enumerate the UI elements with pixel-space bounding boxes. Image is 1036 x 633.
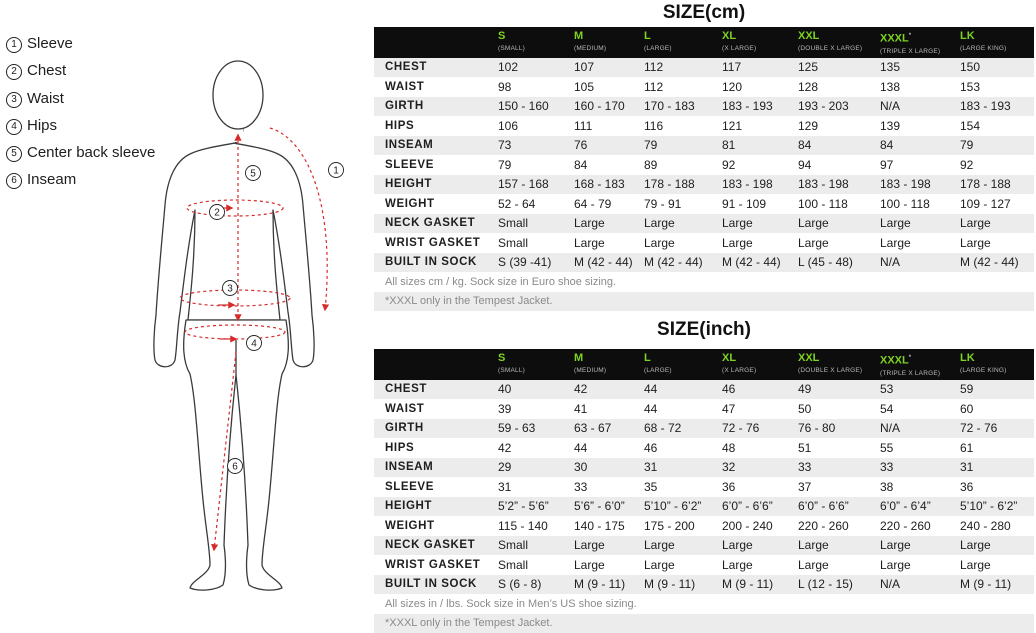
table-cell: 97: [880, 157, 894, 172]
inch-table-title: SIZE(inch): [657, 319, 751, 340]
table-cell: Large: [880, 214, 960, 234]
row-label: WEIGHT: [385, 519, 435, 532]
size-name: (SMALL): [498, 367, 526, 374]
legend-label: Waist: [27, 89, 64, 107]
size-name: (DOUBLE X LARGE): [798, 45, 863, 52]
table-cell: 50: [798, 401, 812, 416]
row-label: WAIST: [385, 80, 425, 93]
table-cell: 48: [722, 440, 736, 455]
table-cell: 44: [644, 380, 722, 400]
size-name: (MEDIUM): [574, 367, 607, 374]
table-cell: 168 - 183: [574, 175, 644, 195]
legend-item: [6, 34, 155, 61]
table-cell: Small: [498, 214, 574, 234]
row-label: BUILT IN SOCK: [374, 575, 498, 595]
table-cell: S (39 -41): [498, 253, 574, 273]
table-cell: 49: [798, 380, 880, 400]
size-name: (SMALL): [498, 45, 526, 52]
size-header-s: [498, 349, 574, 380]
table-cell: 157 - 168: [498, 175, 574, 195]
table-cell: Large: [644, 536, 722, 556]
marker-sleeve: 1: [333, 165, 339, 177]
table-row: [374, 116, 1034, 136]
table-cell: Large: [644, 214, 722, 234]
table-cell: 29: [498, 458, 574, 478]
table-cell: 183 - 198: [880, 175, 960, 195]
table-cell: 117: [722, 58, 798, 78]
table-row: [374, 97, 1034, 117]
table-cell: Large: [644, 235, 675, 250]
table-note: *XXXL only in the Tempest Jacket.: [374, 292, 1034, 312]
table-cell: 42: [574, 380, 644, 400]
table-cell: Large: [574, 536, 644, 556]
row-label: WRIST GASKET: [385, 236, 481, 249]
marker-center-back-sleeve: 5: [250, 168, 256, 180]
legend-label: Sleeve: [27, 35, 73, 52]
size-footnote-mark: *: [908, 33, 912, 39]
size-code: S: [498, 30, 506, 42]
table-cell: N/A: [880, 253, 960, 273]
table-cell: 89: [644, 157, 658, 172]
row-label: HIPS: [385, 119, 415, 132]
table-cell: 35: [644, 479, 658, 494]
table-cell: 64 - 79: [574, 196, 612, 211]
table-cell: 111: [574, 118, 593, 133]
table-cell: 84: [880, 136, 960, 156]
size-name: (TRIPLE X LARGE): [880, 47, 941, 55]
row-label: SLEEVE: [385, 158, 434, 171]
table-cell: 116: [644, 118, 664, 133]
size-name: (DOUBLE X LARGE): [798, 367, 863, 374]
size-code: L: [644, 30, 651, 42]
table-cell: Large: [880, 235, 911, 250]
table-row: [374, 399, 1034, 419]
size-footnote-mark: *: [908, 355, 912, 361]
table-cell: 46: [644, 440, 658, 455]
table-row: [374, 438, 1034, 458]
table-cell: 183 - 198: [722, 175, 798, 195]
table-cell: N/A: [880, 575, 960, 595]
row-label: WRIST GASKET: [385, 558, 481, 571]
table-cell: 170 - 183: [644, 97, 722, 117]
size-code: M: [574, 352, 584, 364]
table-cell: 72 - 76: [722, 419, 798, 439]
table-cell: 79: [644, 136, 722, 156]
table-row: [374, 155, 1034, 175]
size-header-xxl: [798, 27, 880, 58]
table-cell: 175 - 200: [644, 518, 695, 533]
table-cell: 31: [498, 479, 512, 494]
measurement-legend: [6, 34, 155, 198]
legend-item: [6, 170, 155, 197]
row-label: GIRTH: [374, 419, 498, 439]
table-note: All sizes in / lbs. Sock size in Men’s US shoe sizing.: [385, 597, 637, 610]
note-row: [374, 594, 1034, 614]
table-cell: 79: [960, 136, 1034, 156]
marker-hips: 4: [251, 338, 257, 350]
table-cell: 6’0” - 6’4”: [880, 497, 960, 517]
table-cell: 59: [960, 380, 1034, 400]
table-cell: M (9 - 11): [574, 575, 644, 595]
size-header-xxl: [798, 349, 880, 380]
table-cell: Large: [880, 557, 911, 572]
table-cell: 102: [498, 58, 574, 78]
row-label: HEIGHT: [374, 497, 498, 517]
table-cell: 106: [498, 118, 519, 133]
table-cell: Large: [798, 214, 880, 234]
size-table-cm: [374, 27, 1034, 311]
table-cell: 37: [798, 479, 812, 494]
legend-item: [6, 143, 155, 170]
table-cell: M (9 - 11): [960, 575, 1034, 595]
table-cell: 46: [722, 380, 798, 400]
size-name: (TRIPLE X LARGE): [880, 369, 941, 377]
table-cell: L (12 - 15): [798, 575, 880, 595]
table-cell: 183 - 193: [960, 97, 1034, 117]
table-cell: Large: [722, 557, 753, 572]
legend-label: Hips: [27, 116, 58, 134]
table-row: [374, 555, 1034, 575]
table-cell: 79 - 91: [644, 196, 682, 211]
size-header-xxxl: [880, 27, 960, 58]
table-cell: 40: [498, 380, 574, 400]
table-note: All sizes cm / kg. Sock size in Euro shoe sizing.: [385, 275, 617, 288]
size-header-xl: [722, 349, 798, 380]
note-row: [374, 292, 1034, 312]
table-cell: 5’2” - 5’6”: [498, 497, 574, 517]
table-cell: 6’0” - 6’6”: [798, 497, 880, 517]
size-header-l: [644, 27, 722, 58]
table-row: [374, 497, 1034, 517]
table-cell: 120: [722, 79, 743, 94]
table-row: [374, 136, 1034, 156]
table-cell: 79: [498, 157, 512, 172]
table-cell: 150: [960, 58, 1034, 78]
note-row: [374, 272, 1034, 292]
table-row: [374, 575, 1034, 595]
table-cell: 41: [574, 401, 588, 416]
table-row: [374, 253, 1034, 273]
table-cell: 31: [960, 458, 1034, 478]
table-cell: 52 - 64: [498, 196, 536, 211]
row-label: WEIGHT: [385, 197, 435, 210]
table-cell: 33: [574, 479, 588, 494]
table-cell: Large: [574, 557, 605, 572]
table-cell: 112: [644, 58, 722, 78]
size-code: XXL: [798, 352, 820, 364]
table-cell: 44: [644, 401, 658, 416]
table-cell: 240 - 280: [960, 518, 1011, 533]
size-name: (X LARGE): [722, 367, 757, 374]
table-cell: Large: [960, 214, 1034, 234]
row-label: HEIGHT: [374, 175, 498, 195]
table-cell: 81: [722, 136, 798, 156]
header-corner: [374, 349, 498, 380]
table-cell: 72 - 76: [960, 419, 1034, 439]
table-cell: 47: [722, 401, 736, 416]
legend-number: 2: [6, 64, 22, 80]
row-label: NECK GASKET: [374, 214, 498, 234]
table-cell: 44: [574, 440, 588, 455]
table-cell: 36: [960, 479, 974, 494]
table-cell: 92: [722, 157, 736, 172]
table-cell: 100 - 118: [798, 196, 848, 211]
table-row: [374, 214, 1034, 234]
table-header-row: [374, 27, 1034, 58]
size-header-xxxl: [880, 349, 960, 380]
table-cell: 68 - 72: [644, 419, 722, 439]
size-name: (LARGE KING): [960, 45, 1007, 52]
legend-item: [6, 116, 155, 143]
size-name: (LARGE): [644, 367, 672, 374]
table-cell: 5’10” - 6’2”: [960, 497, 1034, 517]
table-cell: 6’0” - 6’6”: [722, 497, 798, 517]
table-cell: 178 - 188: [960, 175, 1034, 195]
row-label: BUILT IN SOCK: [374, 253, 498, 273]
table-cell: 55: [880, 440, 894, 455]
table-cell: Large: [722, 235, 753, 250]
table-cell: Large: [880, 536, 960, 556]
table-cell: Large: [722, 536, 798, 556]
table-row: [374, 380, 1034, 400]
table-cell: 84: [574, 157, 588, 172]
table-cell: 59 - 63: [498, 419, 574, 439]
table-cell: 92: [960, 157, 974, 172]
table-cell: 94: [798, 157, 812, 172]
legend-item: [6, 61, 155, 88]
table-cell: Small: [498, 557, 529, 572]
table-cell: 51: [798, 440, 812, 455]
table-cell: 153: [960, 79, 981, 94]
table-cell: 183 - 193: [722, 97, 798, 117]
table-cell: 61: [960, 440, 974, 455]
legend-number: 4: [6, 119, 22, 135]
table-cell: 100 - 118: [880, 196, 930, 211]
table-cell: 5’10” - 6’2”: [644, 497, 722, 517]
table-cell: 38: [880, 479, 894, 494]
size-code: XXL: [798, 30, 820, 42]
table-cell: 60: [960, 401, 974, 416]
table-cell: 183 - 198: [798, 175, 880, 195]
size-header-xl: [722, 27, 798, 58]
row-label: CHEST: [374, 58, 498, 78]
table-cell: Small: [498, 235, 529, 250]
legend-label: Center back sleeve: [27, 144, 156, 162]
table-row: [374, 175, 1034, 195]
table-row: [374, 419, 1034, 439]
row-label: HIPS: [385, 441, 415, 454]
marker-waist: 3: [227, 283, 233, 295]
legend-label: Inseam: [27, 171, 77, 189]
size-name: (MEDIUM): [574, 45, 607, 52]
row-label: INSEAM: [374, 458, 498, 478]
row-label: SLEEVE: [385, 480, 434, 493]
table-cell: 76: [574, 136, 644, 156]
table-row: [374, 477, 1034, 497]
table-cell: L (45 - 48): [798, 253, 880, 273]
header-corner: [374, 27, 498, 58]
row-label: CHEST: [374, 380, 498, 400]
table-cell: 54: [880, 401, 894, 416]
size-code: LK: [960, 352, 975, 364]
legend-number: 3: [6, 92, 22, 108]
table-cell: N/A: [880, 97, 960, 117]
table-row: [374, 516, 1034, 536]
table-cell: 98: [498, 79, 512, 94]
table-cell: 125: [798, 58, 880, 78]
table-cell: 154: [960, 118, 981, 133]
table-cell: Large: [722, 214, 798, 234]
size-name: (LARGE KING): [960, 367, 1007, 374]
body-measurement-figure: [140, 30, 370, 600]
size-table-inch: [374, 349, 1034, 633]
table-cell: 129: [798, 118, 819, 133]
table-cell: Large: [574, 235, 605, 250]
size-code: M: [574, 30, 584, 42]
marker-chest: 2: [214, 207, 220, 219]
legend-item: [6, 89, 155, 116]
table-cell: 32: [722, 458, 798, 478]
table-row: [374, 458, 1034, 478]
table-cell: Large: [798, 536, 880, 556]
table-cell: Large: [574, 214, 644, 234]
table-cell: 91 - 109: [722, 196, 767, 211]
table-cell: 105: [574, 79, 595, 94]
table-cell: 30: [574, 458, 644, 478]
table-cell: 33: [880, 458, 960, 478]
table-row: [374, 536, 1034, 556]
row-label: GIRTH: [374, 97, 498, 117]
size-code: XL: [722, 352, 737, 364]
table-cell: 150 - 160: [498, 97, 574, 117]
size-header-lk: [960, 27, 1034, 58]
note-row: [374, 614, 1034, 633]
table-cell: Small: [498, 536, 574, 556]
table-row: [374, 233, 1034, 253]
table-cell: Large: [798, 235, 829, 250]
table-cell: 139: [880, 118, 901, 133]
size-code: L: [644, 352, 651, 364]
size-code: XL: [722, 30, 737, 42]
legend-number: 5: [6, 146, 22, 162]
table-cell: 42: [498, 440, 512, 455]
table-cell: 84: [798, 136, 880, 156]
size-name: (X LARGE): [722, 45, 757, 52]
table-cell: 33: [798, 458, 880, 478]
table-row: [374, 194, 1034, 214]
table-header-row: [374, 349, 1034, 380]
table-cell: 5’6” - 6’0”: [574, 497, 644, 517]
table-cell: 115 - 140: [498, 518, 548, 533]
table-cell: 112: [644, 79, 664, 94]
table-cell: Large: [960, 536, 1034, 556]
table-cell: 200 - 240: [722, 518, 773, 533]
table-cell: 160 - 170: [574, 97, 644, 117]
size-code: LK: [960, 30, 975, 42]
table-cell: Large: [960, 235, 991, 250]
size-header-s: [498, 27, 574, 58]
row-label: NECK GASKET: [374, 536, 498, 556]
table-cell: 31: [644, 458, 722, 478]
table-cell: M (9 - 11): [644, 575, 722, 595]
table-cell: 39: [498, 401, 512, 416]
size-code: XXXL: [880, 32, 909, 45]
table-cell: S (6 - 8): [498, 575, 574, 595]
table-cell: N/A: [880, 419, 960, 439]
table-cell: 76 - 80: [798, 419, 880, 439]
table-row: [374, 58, 1034, 78]
table-cell: M (42 - 44): [722, 253, 798, 273]
table-cell: 135: [880, 58, 960, 78]
table-cell: 109 - 127: [960, 196, 1011, 211]
table-cell: 178 - 188: [644, 175, 722, 195]
row-label: WAIST: [385, 402, 425, 415]
legend-number: 6: [6, 173, 22, 189]
table-cell: 53: [880, 380, 960, 400]
cm-table-title: SIZE(cm): [662, 2, 746, 23]
size-code: S: [498, 352, 506, 364]
size-name: (LARGE): [644, 45, 672, 52]
table-row: [374, 77, 1034, 97]
row-label: INSEAM: [374, 136, 498, 156]
table-cell: 128: [798, 79, 819, 94]
table-cell: Large: [798, 557, 829, 572]
table-cell: M (42 - 44): [644, 253, 722, 273]
marker-inseam: 6: [232, 461, 238, 473]
legend-number: 1: [6, 37, 22, 53]
size-header-m: [574, 27, 644, 58]
table-cell: 220 - 260: [880, 518, 931, 533]
table-cell: 138: [880, 79, 901, 94]
size-header-l: [644, 349, 722, 380]
table-cell: Large: [960, 557, 991, 572]
table-cell: 63 - 67: [574, 419, 644, 439]
table-cell: 220 - 260: [798, 518, 849, 533]
size-code: XXXL: [880, 354, 909, 367]
table-cell: M (42 - 44): [574, 253, 644, 273]
table-note: *XXXL only in the Tempest Jacket.: [374, 614, 1034, 633]
table-cell: 193 - 203: [798, 97, 880, 117]
table-cell: M (42 - 44): [960, 253, 1034, 273]
table-cell: Large: [644, 557, 675, 572]
table-cell: M (9 - 11): [722, 575, 798, 595]
size-header-lk: [960, 349, 1034, 380]
table-cell: 121: [722, 118, 743, 133]
table-cell: 36: [722, 479, 736, 494]
table-cell: 140 - 175: [574, 518, 625, 533]
table-cell: 107: [574, 58, 644, 78]
size-header-m: [574, 349, 644, 380]
table-cell: 73: [498, 136, 574, 156]
legend-label: Chest: [27, 62, 67, 80]
